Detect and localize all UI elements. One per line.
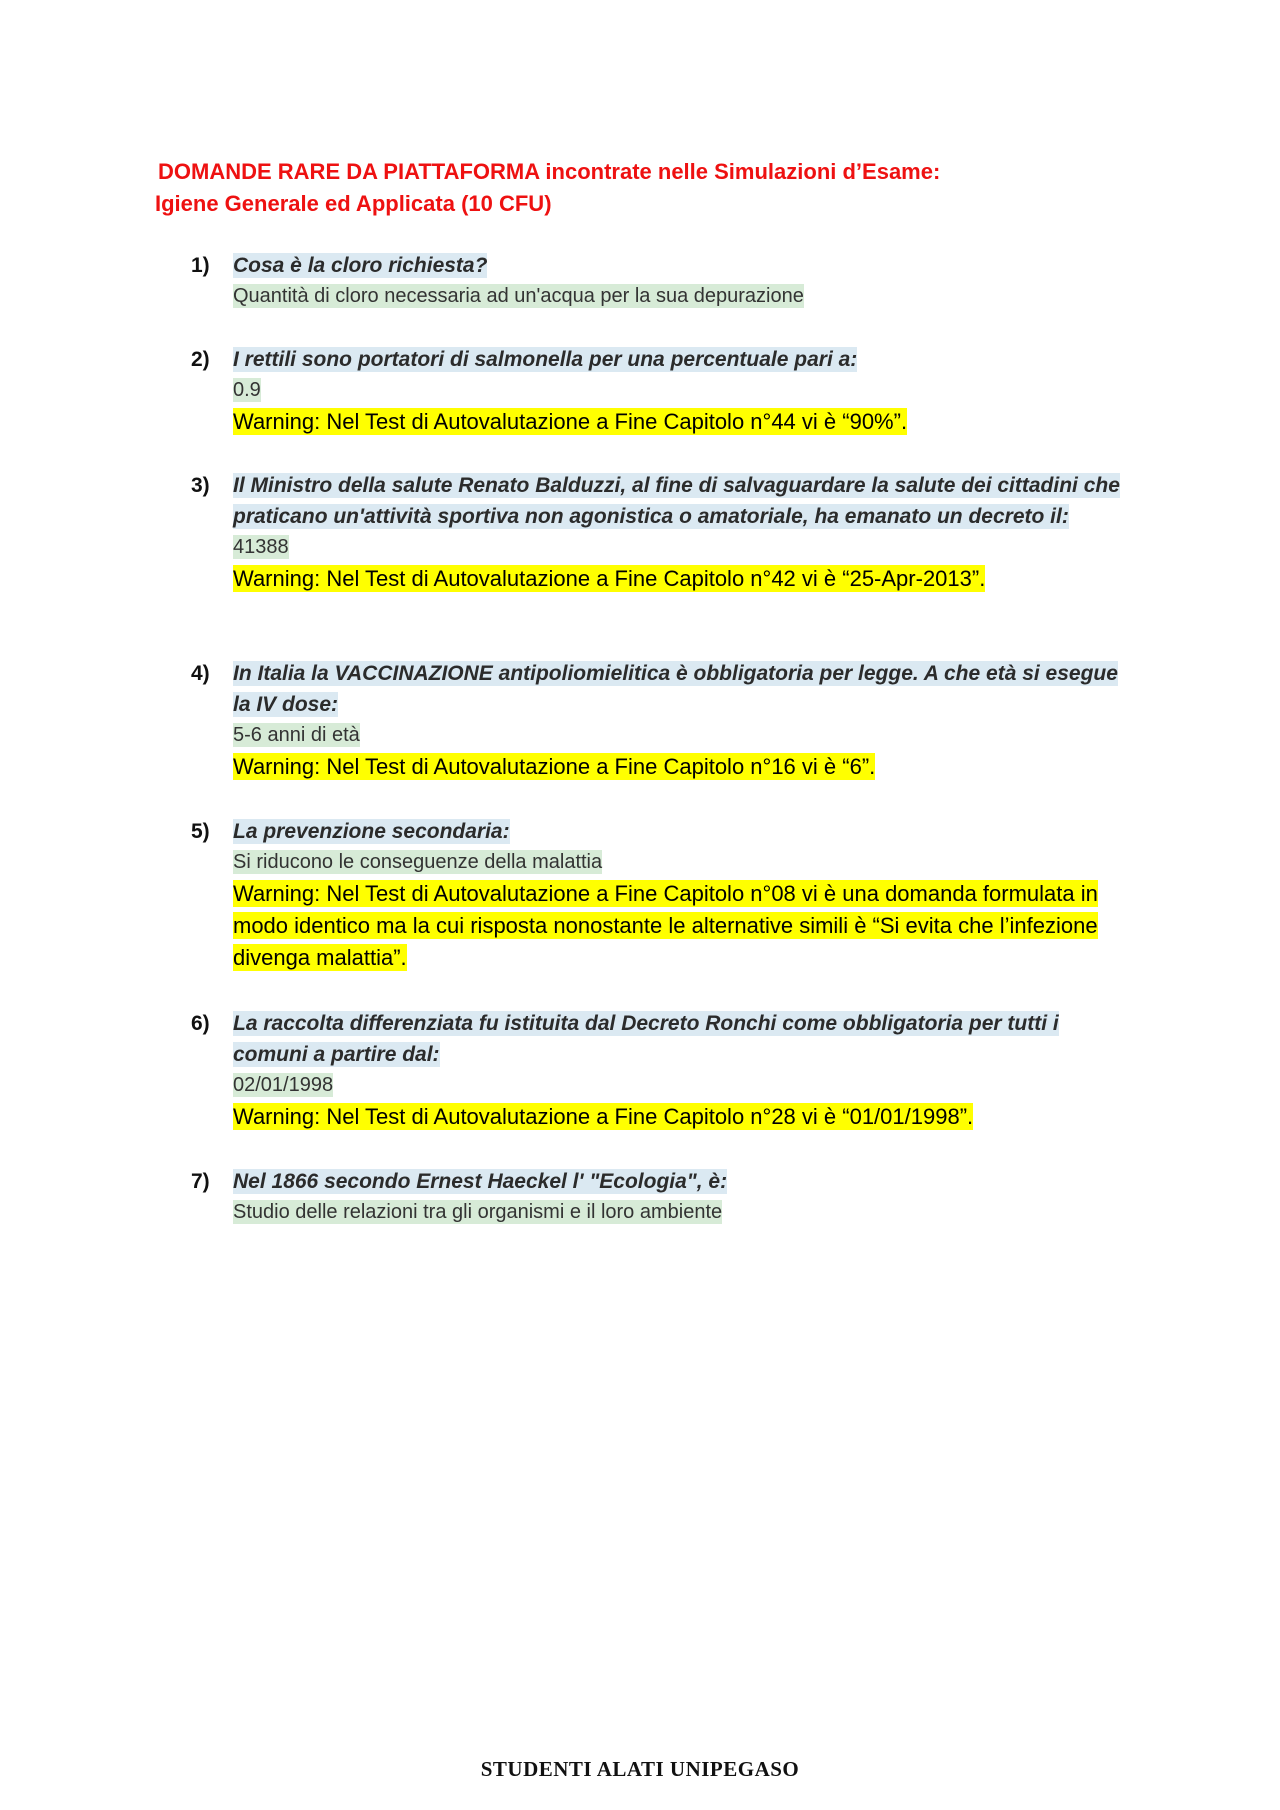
question-number: 7) (191, 1170, 210, 1193)
warning-text: Warning: Nel Test di Autovalutazione a Fine Capitolo n°16 vi è “6”. (233, 754, 876, 779)
warning-text: Warning: Nel Test di Autovalutazione a Fine Capitolo n°42 vi è “25-Apr-2013”. (233, 566, 986, 591)
answer-text: 02/01/1998 (233, 1074, 334, 1096)
warning-text: Warning: Nel Test di Autovalutazione a Fine Capitolo n°28 vi è “01/01/1998”. (233, 1104, 974, 1129)
title-rest: incontrate nelle Simulazioni d’Esame: (539, 159, 941, 184)
answer-text: Studio delle relazioni tra gli organismi e il loro ambiente (233, 1201, 723, 1223)
question-number: 2) (191, 348, 210, 371)
question-number: 3) (191, 474, 210, 497)
warning-text: Warning: Nel Test di Autovalutazione a Fine Capitolo n°08 vi è una domanda formulata in modo identico ma la cui risposta nonostante le alternative simili è “Si evita che l’infezione divenga malattia”. (233, 881, 1098, 970)
title-bold: DOMANDE RARE DA PIATTAFORMA (158, 159, 540, 184)
subtitle: Igiene Generale ed Applicata (10 CFU) (155, 191, 552, 216)
question-text: Nel 1866 secondo Ernest Haeckel l' "Ecologia", è: (233, 1170, 728, 1193)
warning-text: Warning: Nel Test di Autovalutazione a Fine Capitolo n°44 vi è “90%”. (233, 409, 908, 434)
question-text: La raccolta differenziata fu istituita dal Decreto Ronchi come obbligatoria per tutti i comuni a partire dal: (233, 1012, 1059, 1066)
question-number: 5) (191, 820, 210, 843)
answer-text: 41388 (233, 536, 289, 558)
question-number: 6) (191, 1012, 210, 1035)
answer-text: 0.9 (233, 379, 261, 401)
document-title (155, 156, 940, 220)
answer-text: Si riducono le conseguenze della malattia (233, 851, 603, 873)
question-text: Il Ministro della salute Renato Balduzzi, al fine di salvaguardare la salute dei cittadini che praticano un'attività sportiva non agonistica o amatoriale, ha emanato un decreto il: (233, 474, 1120, 528)
answer-text: Quantità di cloro necessaria ad un'acqua per la sua depurazione (233, 285, 804, 307)
title-line (155, 156, 940, 188)
question-text: La prevenzione secondaria: (233, 820, 510, 843)
footer-text: STUDENTI ALATI UNIPEGASO (480, 1757, 800, 1781)
question-text: I rettili sono portatori di salmonella per una percentuale pari a: (233, 348, 858, 371)
question-number: 4) (191, 662, 210, 685)
question-text: Cosa è la cloro richiesta? (233, 254, 488, 277)
question-number: 1) (191, 254, 210, 277)
question-text: In Italia la VACCINAZIONE antipoliomielitica è obbligatoria per legge. A che età si esegue la IV dose: (233, 662, 1118, 716)
answer-text: 5-6 anni di età (233, 724, 360, 746)
